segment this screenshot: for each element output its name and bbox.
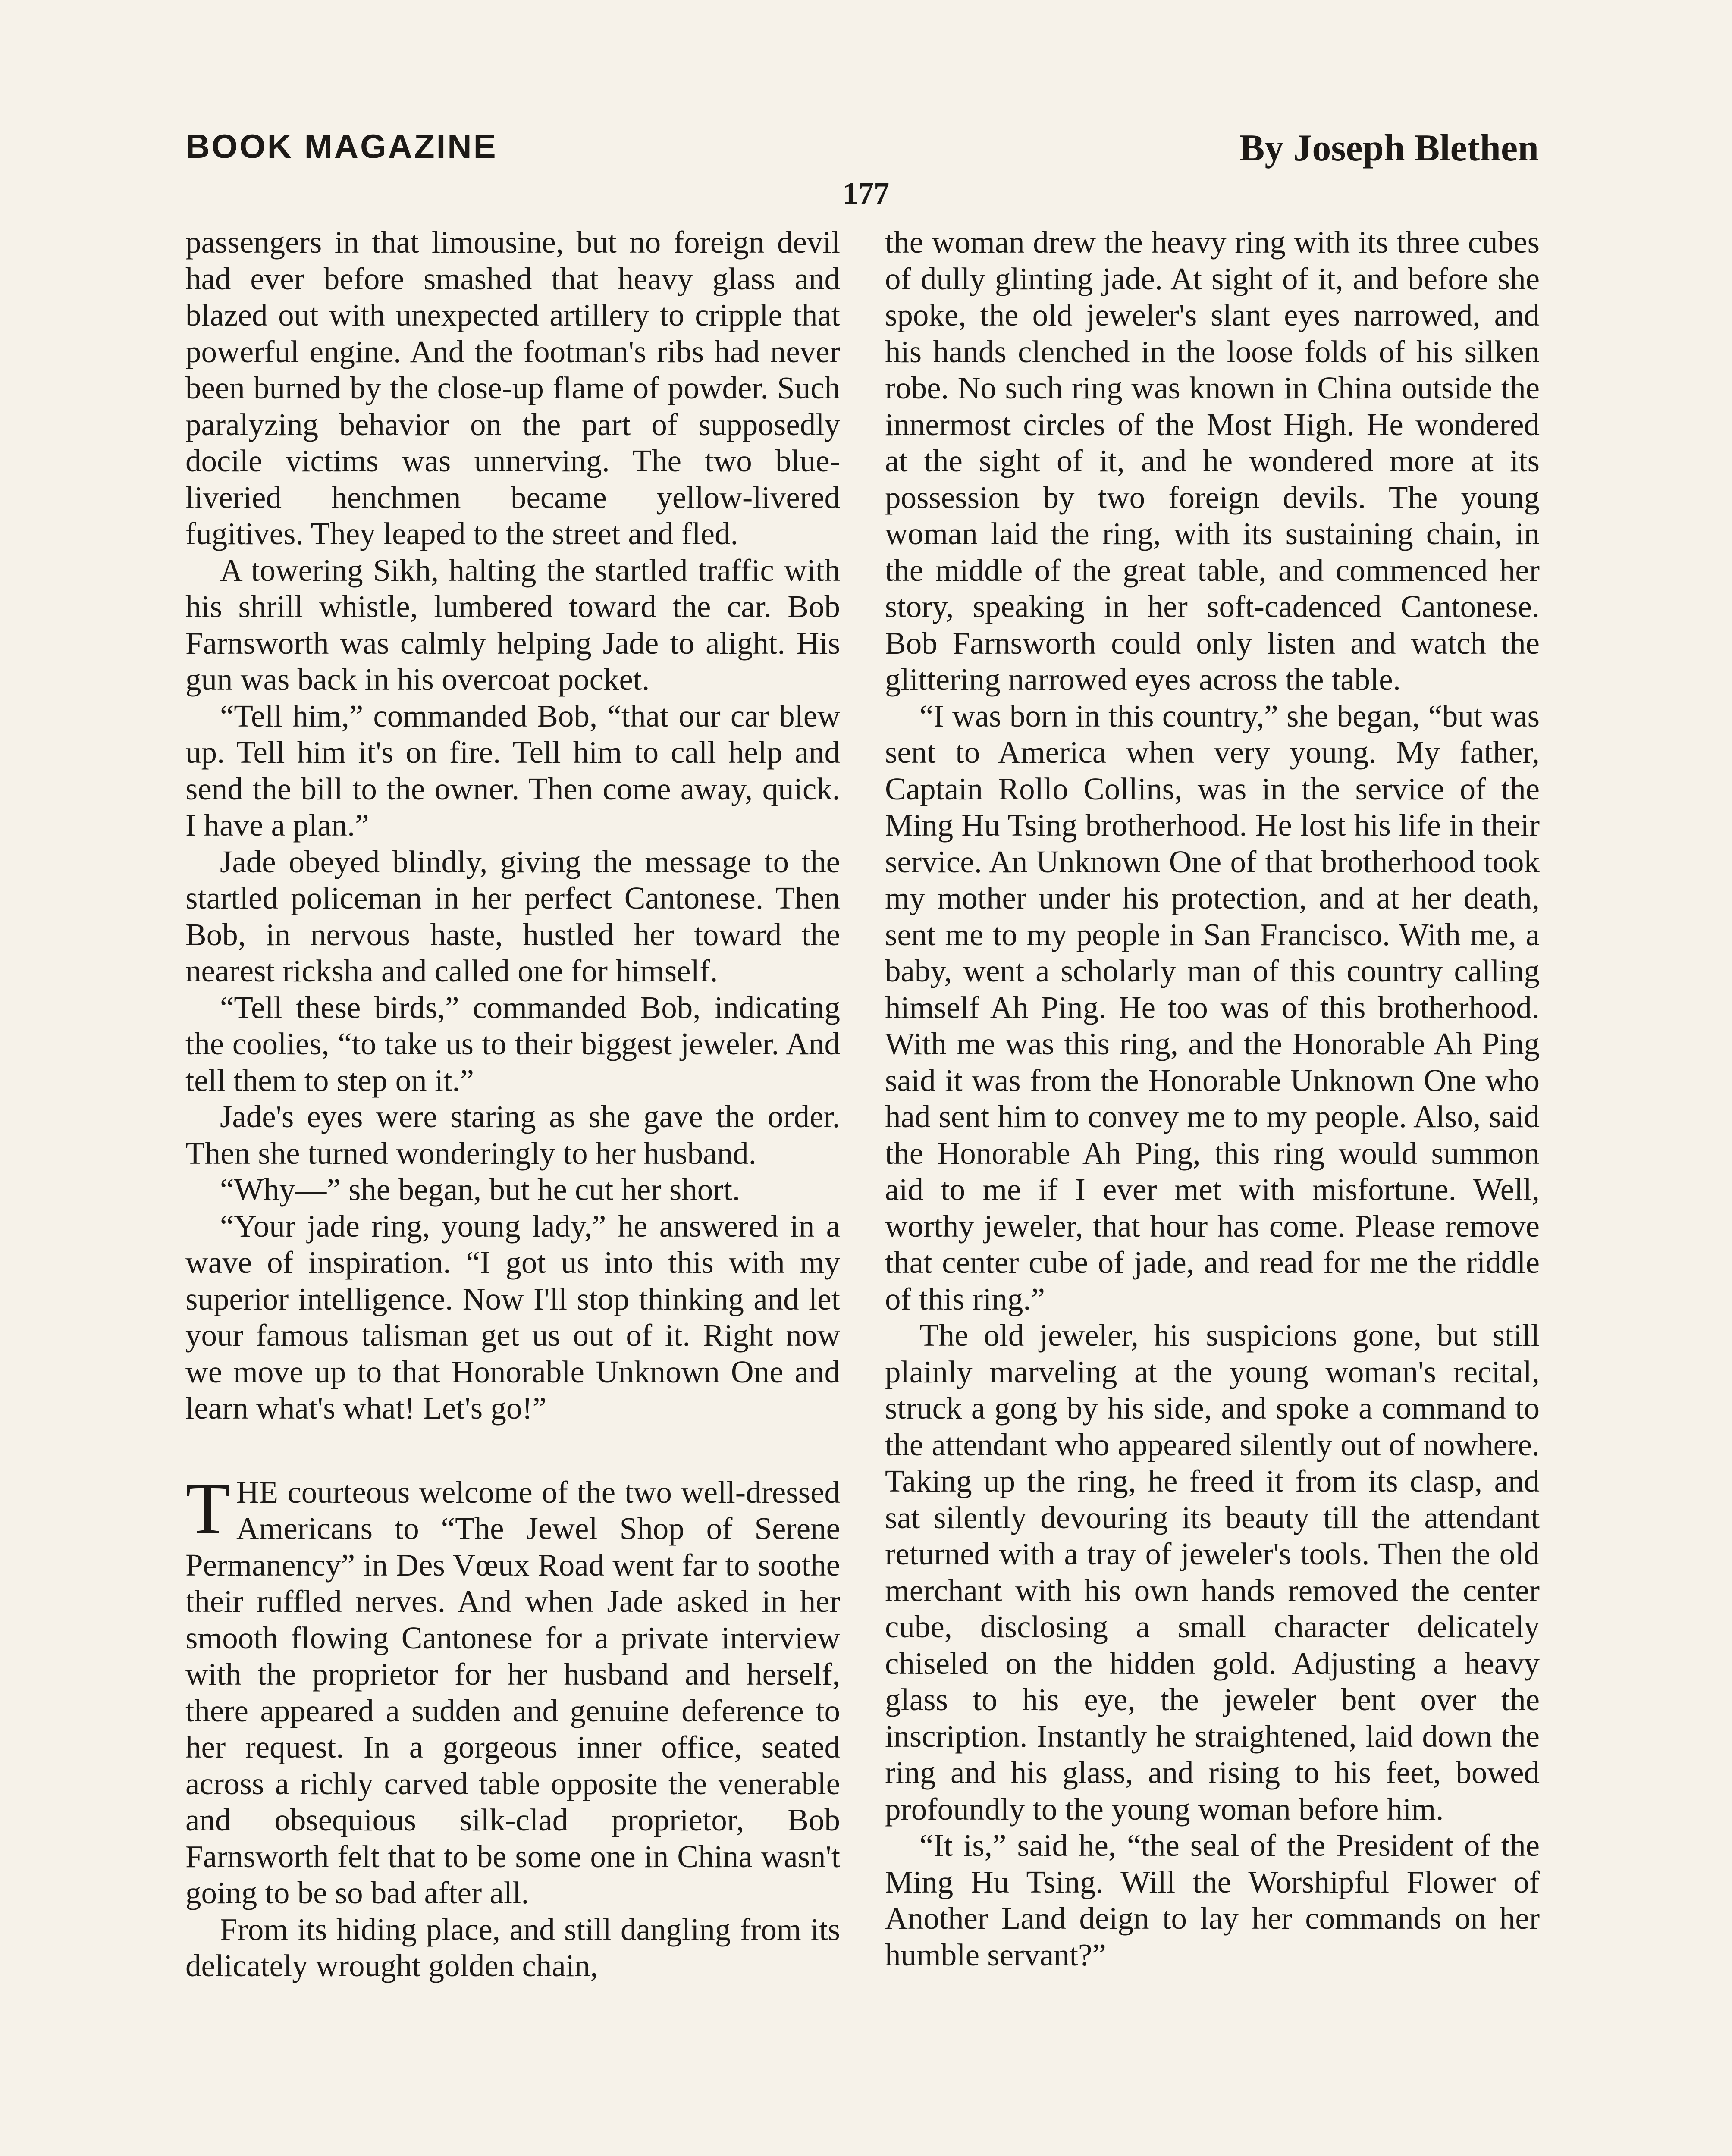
right-column [885, 224, 1540, 1973]
paragraph: the woman drew the heavy ring with its three cubes of dully glinting jade. At sight of it, and before she spoke, the old jeweler's slant eyes narrowed, and his hands clenched in the loose folds of his silken robe. No such ring was known in China outside the innermost circles of the Most High. He wondered at the sight of it, and he wondered more at its possession by two foreign devils. The young woman laid the ring, with its sustaining chain, in the middle of the great table, and commenced her story, speaking in her soft-cadenced Cantonese. Bob Farnsworth could only listen and watch the glittering narrowed eyes across the table. [885, 225, 1540, 697]
paragraph: Jade's eyes were staring as she gave the order. Then she turned wonderingly to her husband. [185, 1099, 840, 1171]
paragraph: “I was born in this country,” she began, “but was sent to America when very young. My father, Captain Rollo Collins, was in the service of the Ming Hu Tsing brotherhood. He lost his life in their service. An Unknown One of that brotherhood took my mother under his protection, and at her death, sent me to my people in San Francisco. With me, a baby, went a scholarly man of this country calling himself Ah Ping. He too was of this brotherhood. With me was this ring, and the Honorable Ah Ping said it was from the Honorable Unknown One who had sent him to convey me to my people. Also, said the Honorable Ah Ping, this ring would summon aid to me if I ever met with misfortune. Well, worthy jeweler, that hour has come. Please remove that center cube of jade, and read for me the riddle of this ring.” [885, 698, 1540, 1316]
paragraph: “It is,” said he, “the seal of the President of the Ming Hu Tsing. Will the Worshipful Flower of Another Land deign to lay her commands on her humble servant?” [885, 1828, 1540, 1972]
publication-name: BOOK MAGAZINE [185, 127, 498, 165]
paragraph: passengers in that limousine, but no foreign devil had ever before smashed that heavy glass and blazed out with unexpected artillery to cripple that powerful engine. And the footman's ribs had never been burned by the close-up flame of powder. Such paralyzing behavior on the part of supposedly docile victims was unnerving. The two blue-liveried henchmen became yellow-livered fugitives. They leaped to the street and fled. [185, 225, 840, 551]
section-opening-paragraph [185, 1467, 840, 1912]
paragraph: The old jeweler, his suspicions gone, but still plainly marveling at the young woman's recital, struck a gong by his side, and spoke a command to the attendant who appeared silently out of nowhere. Taking up the ring, he freed it from its clasp, and sat silently devouring its beauty till the attendant returned with a tray of jeweler's tools. Then the old merchant with his own hands removed the center cube, disclosing a small character delicately chiseled on the hidden gold. Adjusting a heavy glass to his eye, the jeweler bent over the inscription. Instantly he straightened, laid down the ring and his glass, and rising to his feet, bowed profoundly to the young woman before him. [885, 1318, 1540, 1827]
paragraph: “Why—” she began, but he cut her short. [220, 1172, 740, 1207]
drop-cap: T [185, 1467, 230, 1549]
paragraph: Jade obeyed blindly, giving the message to the startled policeman in her perfect Cantonese. Then Bob, in nervous haste, hustled her toward the nearest ricksha and called one for himself. [185, 844, 840, 988]
author-byline: By Joseph Blethen [1239, 127, 1539, 169]
paragraph: “Your jade ring, young lady,” he answered in a wave of inspiration. “I got us into this with my superior intelligence. Now I'll stop thinking and let your famous talisman get us out of it. Right now we move up to that Honorable Unknown One and learn what's what! Let's go!” [185, 1208, 840, 1426]
paragraph: “Tell him,” commanded Bob, “that our car blew up. Tell him it's on fire. Tell him to call help and send the bill to the owner. Then come away, quick. I have a plan.” [185, 698, 840, 843]
paragraph-text: HE courteous welcome of the two well-dressed Americans to “The Jewel Shop of Serene Permanency” in Des Vœux Road went far to soothe their ruffled nerves. And when Jade asked in her smooth flowing Cantonese for a private interview with the proprietor for her husband and herself, there appeared a sudden and genuine deference to her request. In a gorgeous inner office, seated across a richly carved table opposite the venerable and obsequious silk-clad proprietor, Bob Farnsworth felt that to be some one in China wasn't going to be so bad after all. [185, 1474, 840, 1910]
paragraph: A towering Sikh, halting the startled traffic with his shrill whistle, lumbered toward the car. Bob Farnsworth was calmly helping Jade to alight. His gun was back in his overcoat pocket. [185, 552, 840, 697]
paragraph: “Tell these birds,” commanded Bob, indicating the coolies, “to take us to their biggest jeweler. And tell them to step on it.” [185, 990, 840, 1098]
page-number: 177 [843, 176, 889, 210]
left-column [185, 224, 840, 1984]
paragraph: From its hiding place, and still dangling from its delicately wrought golden chain, [185, 1912, 840, 1983]
